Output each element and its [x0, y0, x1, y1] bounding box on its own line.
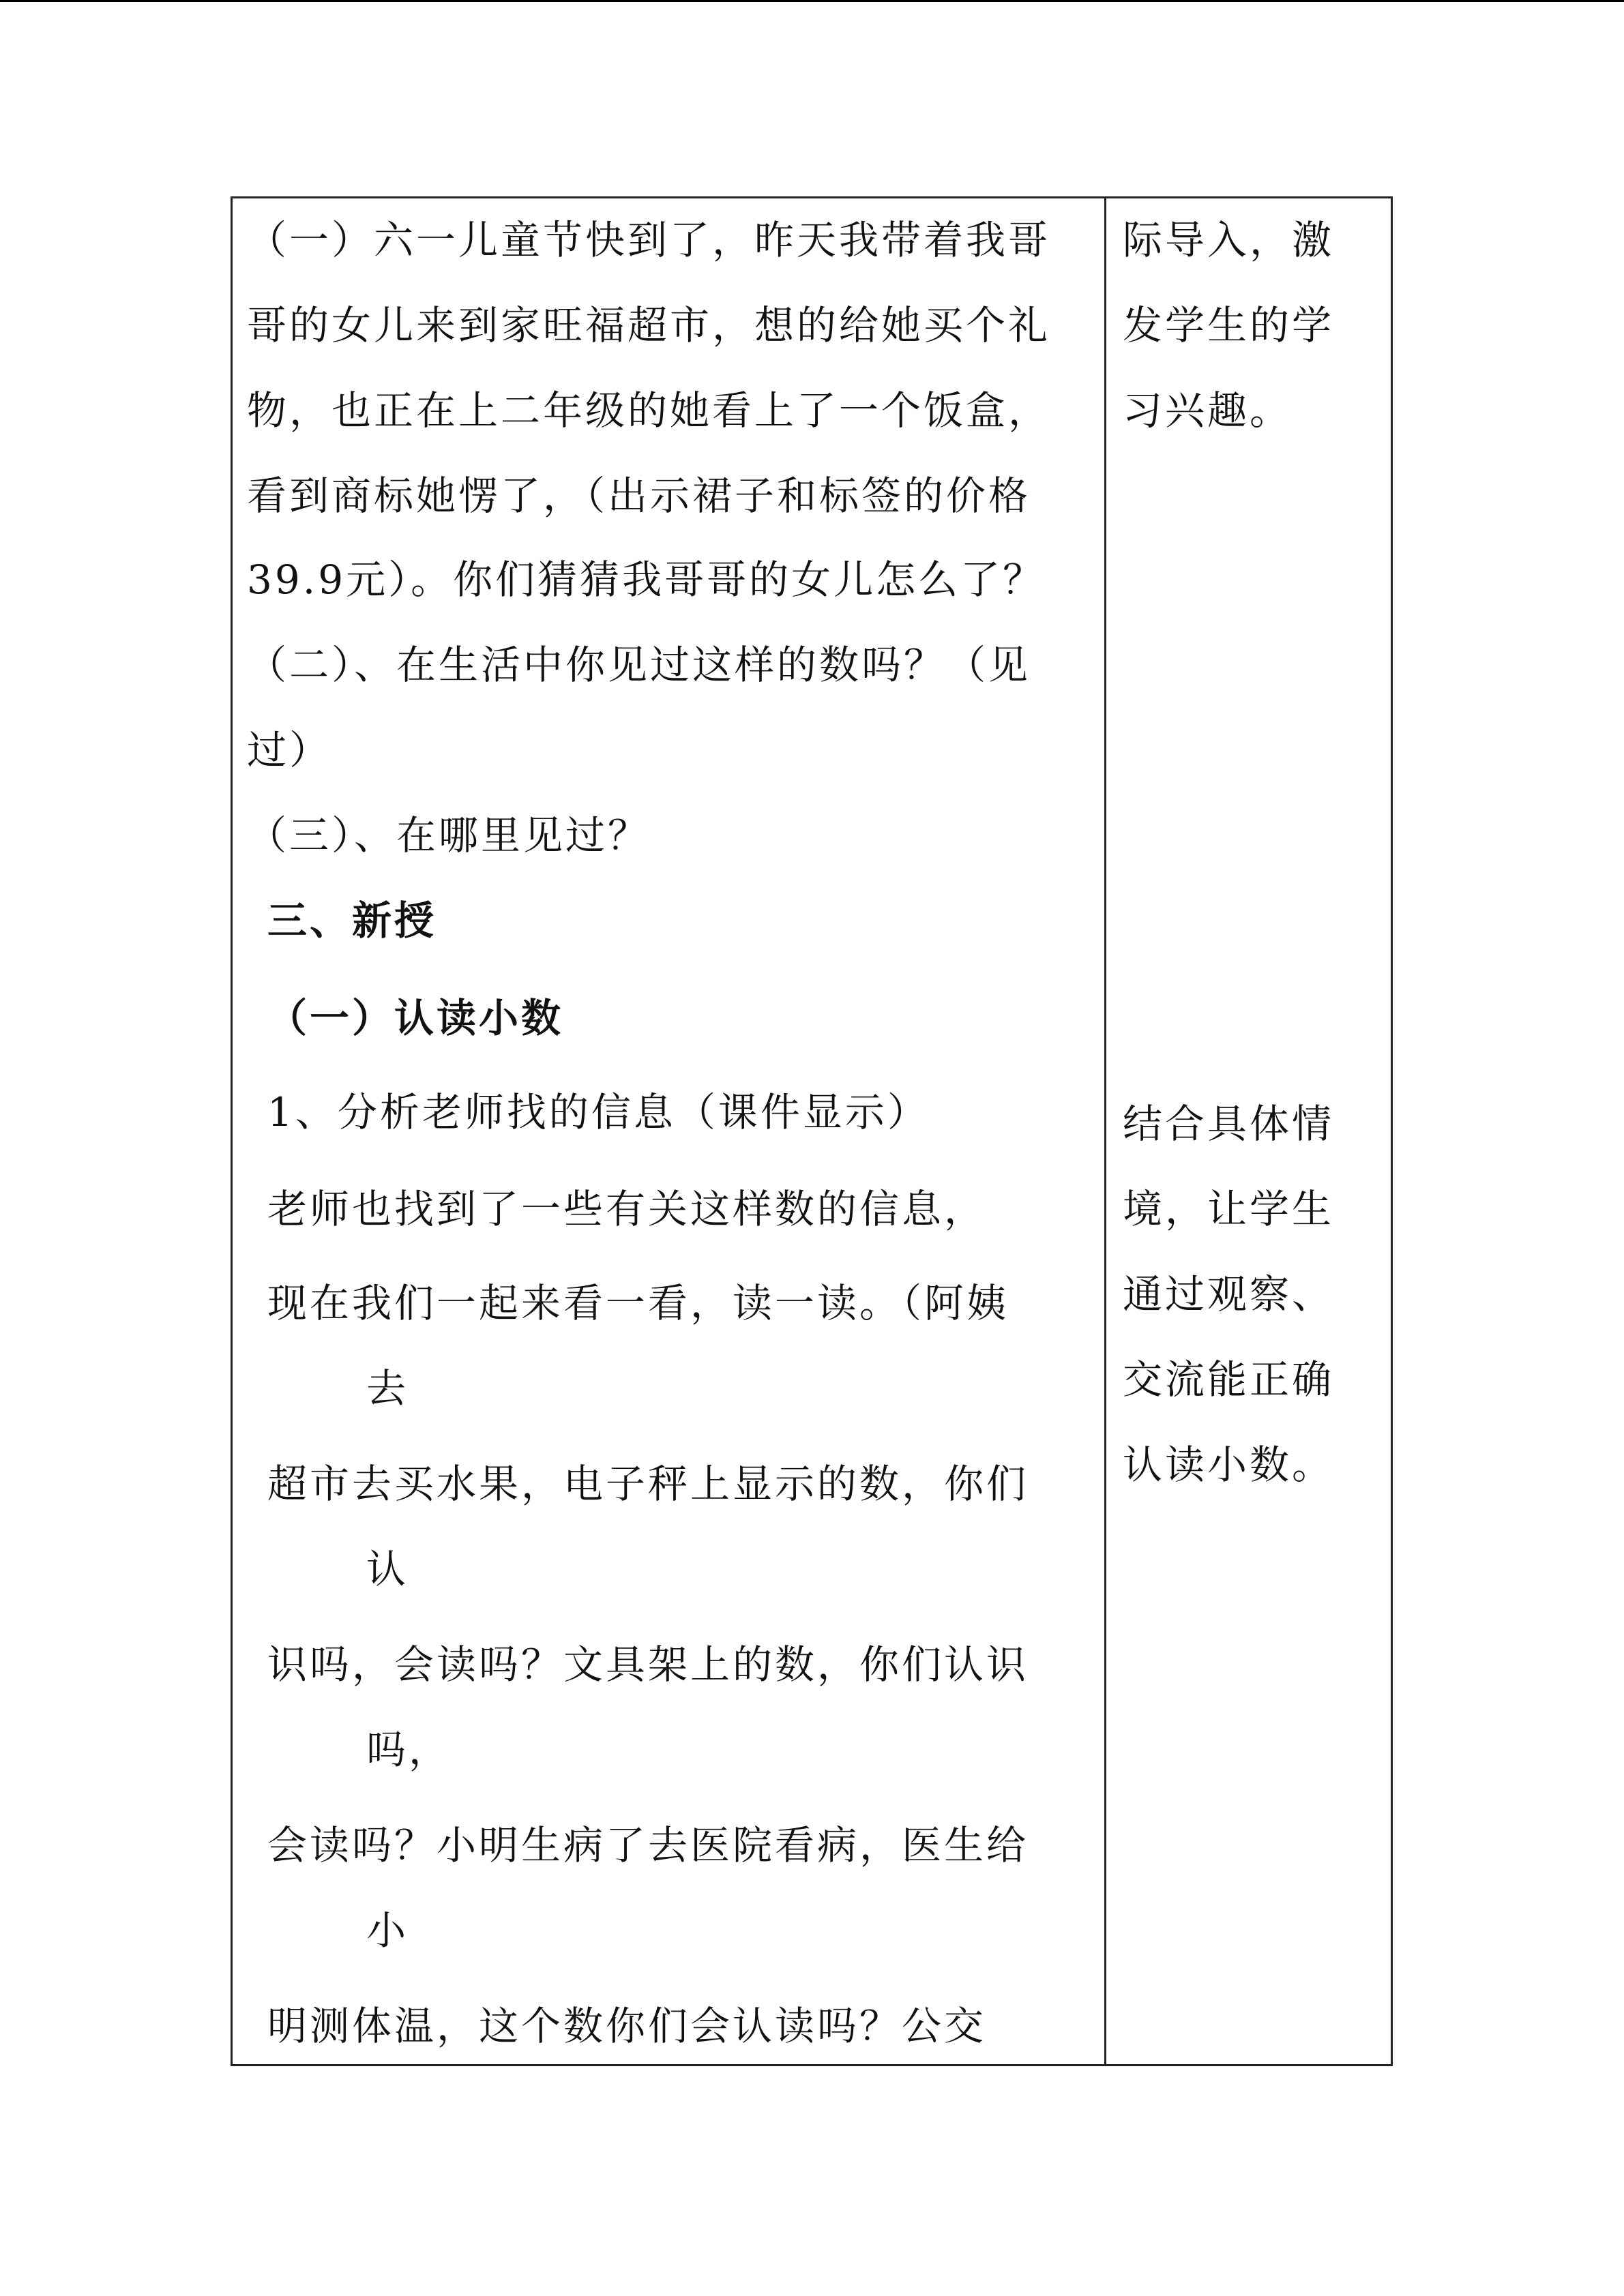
text-line: 明测体温，这个数你们会认读吗？公交: [267, 2003, 987, 2049]
note-line: 认读小数。: [1123, 1442, 1335, 1488]
text-line-wrap: 认: [366, 1546, 409, 1592]
page-top-border: [0, 0, 1624, 2]
text-line: 过）: [247, 727, 332, 773]
subsection-heading: （一）认读小数: [267, 995, 564, 1041]
note-line: 际导入，激: [1123, 217, 1335, 263]
section-heading: 三、新授: [267, 897, 437, 944]
text-line: 老师也找到了一些有关这样数的信息，: [267, 1186, 987, 1232]
text-line: 识吗，会读吗？文具架上的数，你们认识: [267, 1641, 1029, 1688]
text-line: 看到商标她愣了，（出示裙子和标签的价格: [247, 473, 1031, 519]
text-line: （二）、在生活中你见过这样的数吗？（见: [247, 642, 1031, 688]
note-line: 发学生的学: [1123, 302, 1335, 348]
text-line: 会读吗？小明生病了去医院看病，医生给: [267, 1822, 1029, 1868]
text-line-wrap: 去: [366, 1365, 409, 1412]
text-line: 39.9元）。你们猜猜我哥哥的女儿怎么了？: [247, 556, 1046, 603]
note-line: 习兴趣。: [1123, 387, 1293, 434]
text-line: 哥的女儿来到家旺福超市，想的给她买个礼: [247, 302, 1051, 348]
note-line: 交流能正确: [1123, 1356, 1335, 1403]
text-line-wrap: 小: [366, 1907, 409, 1954]
text-line: 1、分析老师找的信息（课件显示）: [267, 1089, 930, 1135]
text-line: （三）、在哪里见过？: [247, 812, 651, 859]
text-line: 物，也正在上二年级的她看上了一个饭盒，: [247, 387, 1051, 434]
note-line: 境，让学生: [1123, 1186, 1335, 1232]
text-line: 超市去买水果，电子秤上显示的数，你们: [267, 1461, 1029, 1507]
note-line: 结合具体情: [1123, 1101, 1335, 1147]
text-line: 现在我们一起来看一看，读一读。（阿姨: [267, 1280, 1009, 1326]
note-line: 通过观察、: [1123, 1271, 1335, 1317]
text-line: （一）六一儿童节快到了，昨天我带着我哥: [247, 217, 1051, 263]
column-divider: [1104, 196, 1106, 2066]
text-line-wrap: 吗，: [366, 1727, 452, 1773]
